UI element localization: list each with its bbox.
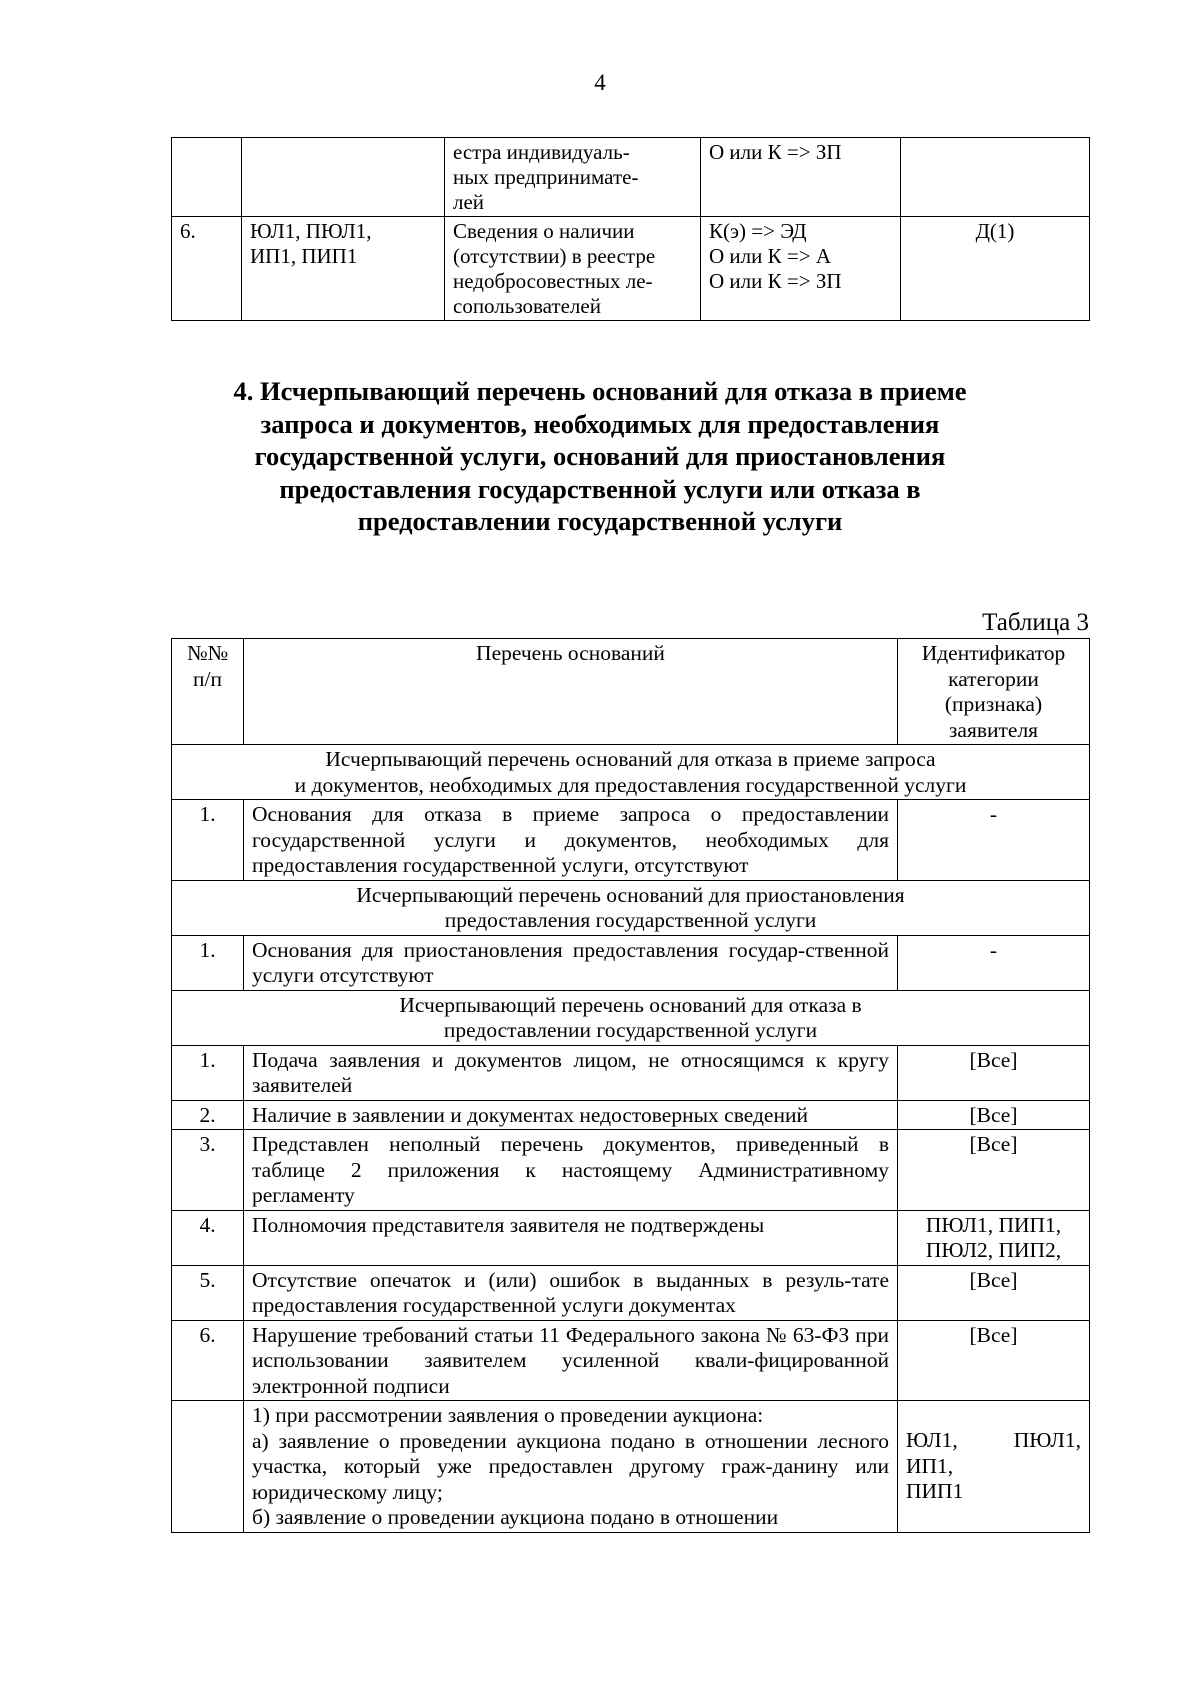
applicant-id: ПЮЛ1, ПИП1, ПЮЛ2, ПИП2,: [898, 1210, 1090, 1265]
applicant-id: [Все]: [898, 1320, 1090, 1401]
ground-text: Отсутствие опечаток и (или) ошибок в выданных в резуль-тате предоставления государственной услуги документах: [244, 1265, 898, 1320]
table-row: [172, 1045, 1090, 1100]
code-cell: [901, 138, 1090, 217]
section-title-row: [172, 990, 1090, 1045]
grounds-table: [171, 638, 1090, 1533]
formula-cell: О или К => ЗП: [701, 138, 901, 217]
section-title: Исчерпывающий перечень оснований для отказа в приеме запроса и документов, необходимых для предоставления государственной услуги: [172, 745, 1090, 800]
applicant-id: [Все]: [898, 1045, 1090, 1100]
ground-text: Нарушение требований статьи 11 Федерального закона № 63-ФЗ при использовании заявителем усиленной квали-фицированной электронной подписи: [244, 1320, 898, 1401]
table-row: [172, 935, 1090, 990]
document-name-cell: Сведения о наличии (отсутствии) в реестре недобросовестных ле- сопользователей: [445, 217, 701, 321]
table-row: [172, 1210, 1090, 1265]
table-row: [172, 1320, 1090, 1401]
row-number: 1.: [172, 1045, 244, 1100]
page-number: 4: [594, 70, 606, 95]
row-number: 4.: [172, 1210, 244, 1265]
row-number-cell: [172, 138, 242, 217]
table-row: [172, 1401, 1090, 1533]
table-caption: Таблица 3: [982, 609, 1089, 636]
table-row: [172, 1265, 1090, 1320]
applicant-id: [Все]: [898, 1265, 1090, 1320]
ground-text: Подача заявления и документов лицом, не относящимся к кругу заявителей: [244, 1045, 898, 1100]
row-number-cell: 6.: [172, 217, 242, 321]
ground-text: 1) при рассмотрении заявления о проведении аукциона: а) заявление о проведении аукциона подано в отношении лесного участка, который уже предоставлен другому граж-данину или юридическому лицу; б) заявление о проведении аукциона подано в отношении: [244, 1401, 898, 1533]
applicant-ids-cell: [242, 138, 445, 217]
ground-text: Основания для отказа в приеме запроса о предоставлении государственной услуги и документов, необходимых для предоставления государственной услуги, отсутствуют: [244, 800, 898, 881]
row-number: 1.: [172, 935, 244, 990]
section-title-row: [172, 745, 1090, 800]
ground-text: Основания для приостановления предоставления государ-ственной услуги отсутствуют: [244, 935, 898, 990]
table-row: [172, 800, 1090, 881]
ground-text: Наличие в заявлении и документах недостоверных сведений: [244, 1100, 898, 1130]
code-cell: Д(1): [901, 217, 1090, 321]
table-header-row: [172, 639, 1090, 745]
table-row: [172, 1100, 1090, 1130]
applicant-id: -: [898, 935, 1090, 990]
row-number: 5.: [172, 1265, 244, 1320]
section-title-row: [172, 880, 1090, 935]
top-table-row: [172, 138, 1090, 217]
section-title: Исчерпывающий перечень оснований для отказа в предоставлении государственной услуги: [172, 990, 1090, 1045]
formula-cell: К(э) => ЭД О или К => А О или К => ЗП: [701, 217, 901, 321]
ground-text: Полномочия представителя заявителя не подтверждены: [244, 1210, 898, 1265]
row-number: 6.: [172, 1320, 244, 1401]
row-number: [172, 1401, 244, 1533]
document-name-cell: естра индивидуаль- ных предпринимате- лей: [445, 138, 701, 217]
applicant-id: -: [898, 800, 1090, 881]
applicant-id: [Все]: [898, 1130, 1090, 1211]
row-number: 3.: [172, 1130, 244, 1211]
applicant-ids-cell: ЮЛ1, ПЮЛ1, ИП1, ПИП1: [242, 217, 445, 321]
row-number: 2.: [172, 1100, 244, 1130]
header-grounds-list: Перечень оснований: [244, 639, 898, 745]
table-row: [172, 1130, 1090, 1211]
section-heading: 4. Исчерпывающий перечень оснований для отказа в приеме запроса и документов, необходимых для предоставления государственной услуги, оснований для приостановления предоставления государственной услуги или отказа в предоставлении государственной услуги: [233, 376, 967, 536]
top-table-row: [172, 217, 1090, 321]
row-number: 1.: [172, 800, 244, 881]
top-table: [171, 137, 1090, 321]
applicant-id: ЮЛ1, ПЮЛ1, ИП1, ПИП1: [898, 1401, 1090, 1533]
header-number: №№ п/п: [172, 639, 244, 745]
applicant-id: [Все]: [898, 1100, 1090, 1130]
section-title: Исчерпывающий перечень оснований для приостановления предоставления государственной услуги: [172, 880, 1090, 935]
ground-text: Представлен неполный перечень документов, приведенный в таблице 2 приложения к настоящему Административному регламенту: [244, 1130, 898, 1211]
header-applicant-id: Идентификатор категории (признака) заявителя: [898, 639, 1090, 745]
